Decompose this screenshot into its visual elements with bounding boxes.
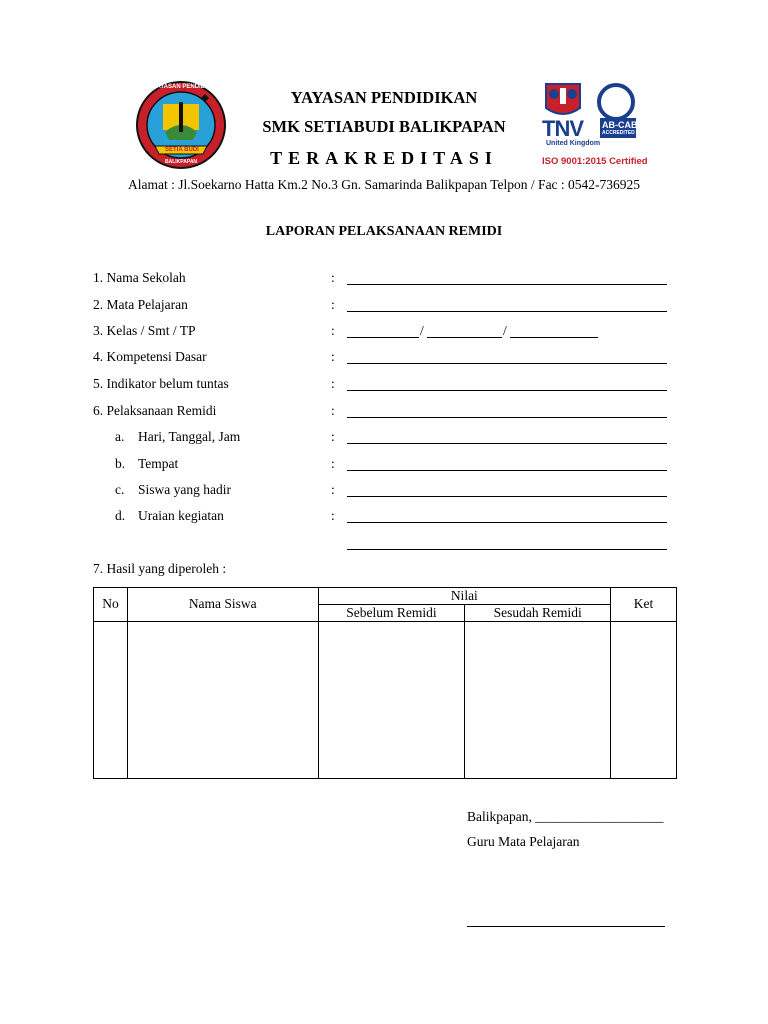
- colon: :: [331, 376, 335, 391]
- cell-nama-siswa[interactable]: [127, 622, 318, 779]
- colon: :: [331, 349, 335, 364]
- form-row-kompetensi-dasar: [93, 349, 673, 369]
- label-nama-sekolah: 1. Nama Sekolah: [93, 270, 186, 285]
- fill-line-siswa-hadir[interactable]: [347, 496, 667, 497]
- fill-line-indikator[interactable]: [347, 390, 667, 391]
- label-mata-pelajaran: 2. Mata Pelajaran: [93, 297, 188, 312]
- accreditation-heading: TERAKREDITASI: [270, 148, 498, 168]
- label-tempat: Tempat: [138, 456, 179, 471]
- fill-line-tempat[interactable]: [347, 470, 667, 471]
- fill-line-hari-tanggal-jam[interactable]: [347, 443, 667, 444]
- cell-ket[interactable]: [611, 622, 677, 779]
- label-siswa-hadir: Siswa yang hadir: [138, 482, 231, 497]
- header-no: No: [94, 588, 128, 622]
- label-uraian-kegiatan: Uraian kegiatan: [138, 508, 224, 523]
- form-row-hari-tanggal: [93, 429, 673, 449]
- fill-line-mata-pelajaran[interactable]: [347, 311, 667, 312]
- header-sesudah-remidi: Sesudah Remidi: [465, 605, 611, 622]
- form-row-uraian-kegiatan: [93, 508, 673, 528]
- label-hari-tanggal-jam: Hari, Tanggal, Jam: [138, 429, 241, 444]
- form-row-hasil: [93, 561, 673, 581]
- signature-place-date: Balikpapan, ___________________: [467, 809, 664, 824]
- results-table: [93, 587, 677, 779]
- logo-left-top-text: YAYASAN PENDIDIKAN: [153, 84, 220, 90]
- label-kompetensi-dasar: 4. Kompetensi Dasar: [93, 349, 207, 364]
- form-row-indikator: [93, 376, 673, 396]
- logo-left-bottom-text: BALIKPAPAN: [165, 159, 198, 165]
- sub-letter-c: c.: [115, 482, 125, 497]
- label-kelas-smt-tp: 3. Kelas / Smt / TP: [93, 323, 196, 338]
- label-hasil-diperoleh: 7. Hasil yang diperoleh :: [93, 561, 227, 576]
- accredited-text: ACCREDITED: [602, 130, 635, 136]
- fill-line-kompetensi-dasar[interactable]: [347, 363, 667, 364]
- slash: /: [420, 323, 424, 338]
- logo-left-ribbon-text: SETIA BUDI: [165, 147, 199, 153]
- cell-sesudah-remidi[interactable]: [465, 622, 611, 779]
- colon: :: [331, 429, 335, 444]
- tnv-uk-text: United Kingdom: [546, 140, 601, 147]
- fill-line-semester[interactable]: [427, 337, 502, 338]
- label-indikator: 5. Indikator belum tuntas: [93, 376, 229, 391]
- colon: :: [331, 482, 335, 497]
- header-ket: Ket: [611, 588, 677, 622]
- cell-no[interactable]: [94, 622, 128, 779]
- signature-line[interactable]: [467, 926, 665, 927]
- fill-line-tahun-pelajaran[interactable]: [510, 337, 598, 338]
- label-pelaksanaan-remidi: 6. Pelaksanaan Remidi: [93, 403, 217, 418]
- iso-cert-text: ISO 9001:2015 Certified: [542, 156, 648, 167]
- cell-sebelum-remidi[interactable]: [318, 622, 465, 779]
- form-row-mata-pelajaran: [93, 297, 673, 317]
- table-row: [94, 622, 677, 779]
- form-row-pelaksanaan-remidi: [93, 403, 673, 423]
- slash: /: [503, 323, 507, 338]
- school-name: SMK SETIABUDI BALIKPAPAN: [262, 117, 506, 136]
- colon: :: [331, 270, 335, 285]
- fill-line-kelas[interactable]: [347, 337, 419, 338]
- colon: :: [331, 297, 335, 312]
- tnv-text: TNV: [542, 116, 583, 141]
- fill-line-pelaksanaan-remidi[interactable]: [347, 417, 667, 418]
- document-title: LAPORAN PELAKSANAAN REMIDI: [265, 224, 503, 239]
- header-sebelum-remidi: Sebelum Remidi: [318, 605, 465, 622]
- header-nama-siswa: Nama Siswa: [127, 588, 318, 622]
- header-nilai: Nilai: [318, 588, 611, 605]
- school-address: Alamat : Jl.Soekarno Hatta Km.2 No.3 Gn. Samarinda Balikpapan Telpon / Fac : 0542-736925: [127, 177, 641, 192]
- form-row-uraian-kegiatan-cont: [93, 535, 673, 555]
- fill-line-uraian-kegiatan-2[interactable]: [347, 549, 667, 550]
- fill-line-nama-sekolah[interactable]: [347, 284, 667, 285]
- colon: :: [331, 456, 335, 471]
- form-row-siswa-hadir: [93, 482, 673, 502]
- foundation-name: YAYASAN PENDIDIKAN: [290, 88, 478, 107]
- signature-role: Guru Mata Pelajaran: [467, 834, 580, 849]
- sub-letter-d: d.: [115, 508, 126, 523]
- fill-line-uraian-kegiatan[interactable]: [347, 522, 667, 523]
- form-row-nama-sekolah: [93, 270, 673, 290]
- sub-letter-b: b.: [115, 456, 126, 471]
- form-row-kelas-smt-tp: [93, 323, 673, 343]
- form-row-tempat: [93, 456, 673, 476]
- colon: :: [331, 323, 335, 338]
- abcab-text: AB-CAB: [602, 120, 638, 130]
- colon: :: [331, 508, 335, 523]
- colon: :: [331, 403, 335, 418]
- sub-letter-a: a.: [115, 429, 125, 444]
